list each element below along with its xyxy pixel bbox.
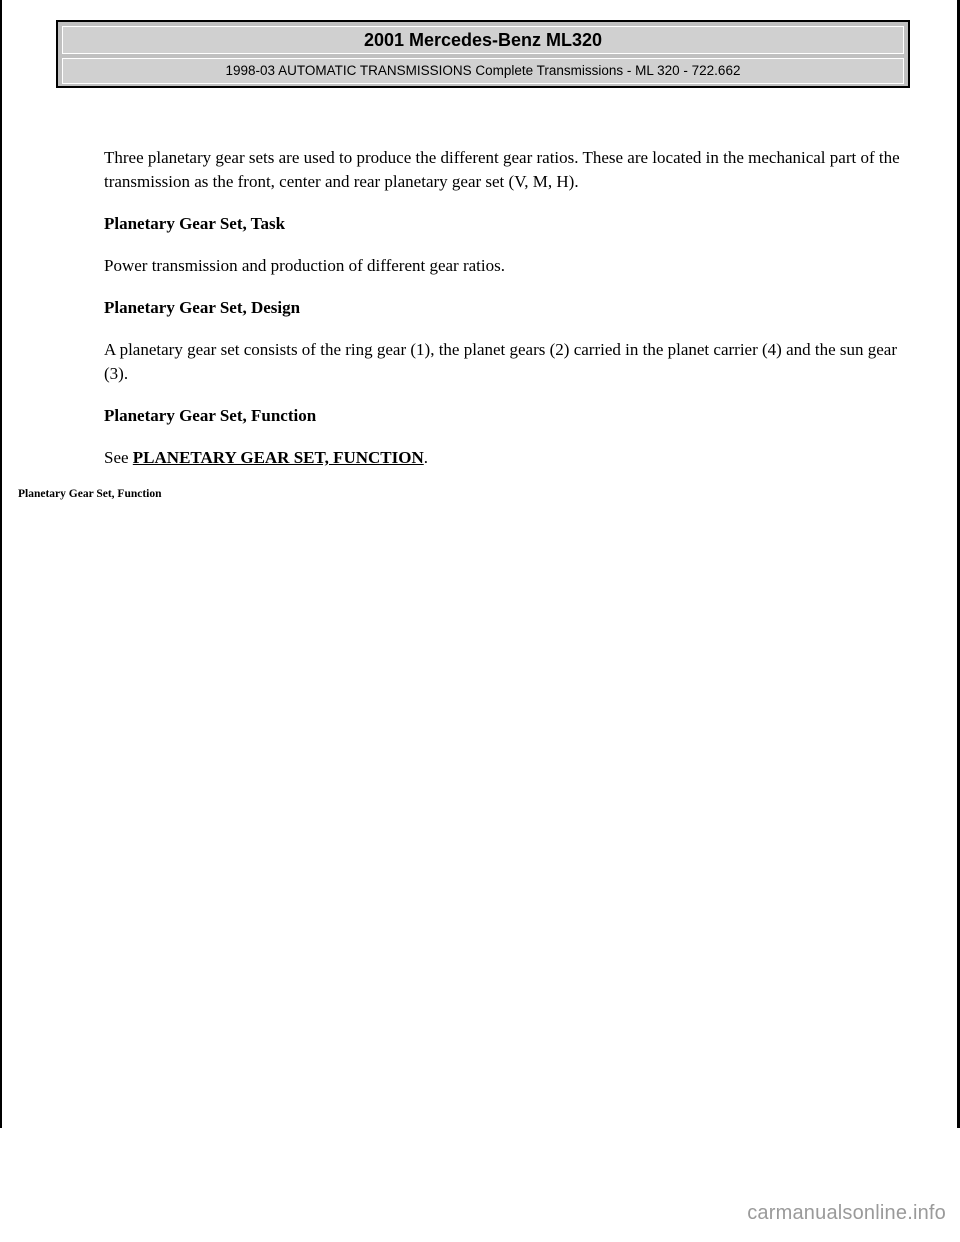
design-heading: Planetary Gear Set, Design — [104, 298, 301, 317]
intro-paragraph: Three planetary gear sets are used to produce the different gear ratios. These are located in the mechanical part of the transmission as the front, center and rear planetary gear set (V, M, H). — [104, 148, 900, 191]
document-body — [104, 146, 924, 488]
section-subtitle: 1998-03 AUTOMATIC TRANSMISSIONS Complete Transmissions - ML 320 - 722.662 — [62, 58, 904, 84]
task-text: Power transmission and production of different gear ratios. — [104, 256, 505, 275]
function-heading: Planetary Gear Set, Function — [104, 406, 317, 425]
figure-caption: Planetary Gear Set, Function — [18, 488, 162, 500]
document-header — [56, 20, 910, 88]
function-link[interactable]: PLANETARY GEAR SET, FUNCTION — [132, 448, 424, 467]
see-reference — [104, 446, 924, 470]
see-prefix: See — [104, 448, 133, 467]
task-heading: Planetary Gear Set, Task — [104, 214, 286, 233]
page-border-left — [0, 0, 2, 1128]
design-text: A planetary gear set consists of the ring gear (1), the planet gears (2) carried in the planet carrier (4) and the sun gear (3). — [104, 340, 897, 383]
see-suffix: . — [423, 448, 428, 467]
vehicle-title: 2001 Mercedes-Benz ML320 — [62, 26, 904, 54]
site-watermark: carmanualsonline.info — [747, 1202, 946, 1224]
